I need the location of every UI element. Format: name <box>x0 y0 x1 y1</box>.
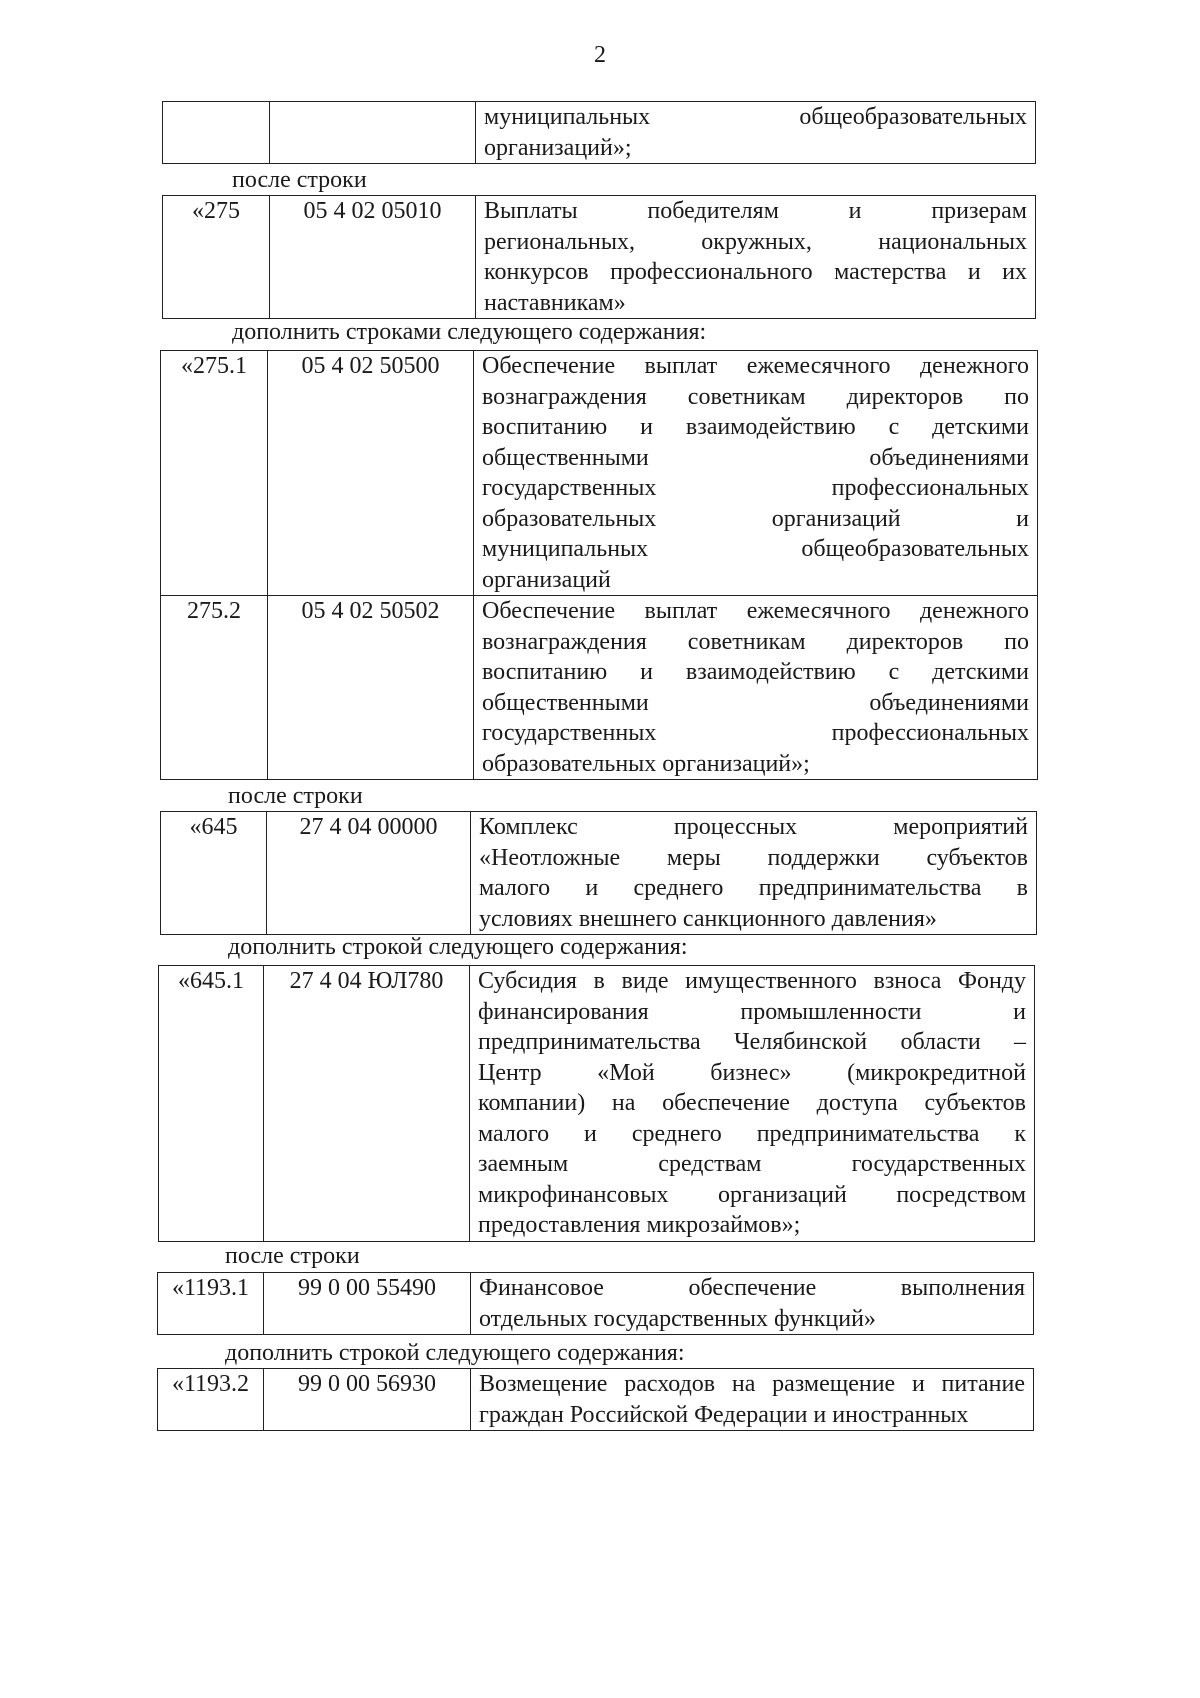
budget-code-table <box>162 195 1036 319</box>
table-row <box>163 102 1036 164</box>
description-line: Возмещение расходов на размещение и питание <box>479 1371 1025 1397</box>
description-line: Субсидия в виде имущественного взноса Фонду <box>478 968 1026 994</box>
description-line: компании) на обеспечение доступа субъектов <box>478 1090 1026 1116</box>
row-number-cell: «275 <box>163 196 270 319</box>
description-line: организаций»; <box>484 134 632 161</box>
description-line: предпринимательства Челябинской области – <box>478 1029 1026 1055</box>
description-cell <box>476 102 1036 164</box>
budget-code-table <box>157 1272 1034 1335</box>
table-row <box>161 351 1038 596</box>
description-line: государственных профессиональных <box>482 720 1029 746</box>
budget-code-table <box>157 1368 1034 1431</box>
table-row <box>161 812 1037 935</box>
description-line: граждан Российской Федерации и иностранных <box>479 1401 969 1428</box>
description-line: «Неотложные меры поддержки субъектов <box>479 844 1028 871</box>
description-line: воспитанию и взаимодействию с детскими <box>482 659 1029 685</box>
instruction-text: после строки <box>228 783 363 809</box>
instruction-text: дополнить строкой следующего содержания: <box>225 1340 685 1366</box>
description-line: заемным средствам государственных <box>478 1151 1026 1177</box>
budget-code-cell: 05 4 02 50500 <box>268 351 474 596</box>
budget-code-table <box>162 101 1036 164</box>
description-cell <box>471 1369 1034 1431</box>
row-number-cell: «275.1 <box>161 351 268 596</box>
description-line: Обеспечение выплат ежемесячного денежного <box>482 353 1029 379</box>
instruction-text: после строки <box>225 1243 360 1269</box>
description-cell <box>470 966 1035 1242</box>
description-line: муниципальных общеобразовательных <box>482 536 1029 562</box>
description-cell <box>471 1273 1034 1335</box>
table-row <box>158 1369 1034 1431</box>
description-line: Комплекс процессных мероприятий <box>479 814 1028 840</box>
description-cell <box>471 812 1037 935</box>
page-number: 2 <box>594 42 606 68</box>
description-cell <box>476 196 1036 319</box>
row-number-cell: 275.2 <box>161 596 268 780</box>
description-line: отдельных государственных функций» <box>479 1305 876 1332</box>
row-number-cell: «645.1 <box>159 966 264 1242</box>
row-number-cell: «645 <box>161 812 267 935</box>
instruction-text: после строки <box>232 167 367 193</box>
budget-code-table <box>160 811 1037 935</box>
description-line: вознаграждения советникам директоров по <box>482 383 1029 410</box>
budget-code-cell: 05 4 02 50502 <box>268 596 474 780</box>
description-line: предоставления микрозаймов»; <box>478 1212 801 1238</box>
description-line: государственных профессиональных <box>482 475 1029 501</box>
description-line: малого и среднего предпринимательства к <box>478 1120 1026 1147</box>
row-number-cell: «1193.1 <box>158 1273 264 1335</box>
row-number-cell <box>163 102 270 164</box>
table-row <box>163 196 1036 319</box>
description-line: конкурсов профессионального мастерства и их <box>484 259 1027 285</box>
description-line: финансирования промышленности и <box>478 998 1026 1025</box>
table-row <box>159 966 1035 1242</box>
description-line: общественными объединениями <box>482 444 1029 471</box>
budget-code-cell: 05 4 02 05010 <box>270 196 476 319</box>
description-line: Финансовое обеспечение выполнения <box>479 1275 1025 1301</box>
instruction-text: дополнить строками следующего содержания: <box>232 319 707 345</box>
description-line: Обеспечение выплат ежемесячного денежного <box>482 598 1029 624</box>
description-line: воспитанию и взаимодействию с детскими <box>482 414 1029 440</box>
budget-code-table <box>160 350 1038 780</box>
description-line: региональных, окружных, национальных <box>484 228 1027 255</box>
row-number-cell: «1193.2 <box>158 1369 264 1431</box>
budget-code-cell: 27 4 04 00000 <box>267 812 471 935</box>
description-line: образовательных организаций»; <box>482 750 810 777</box>
budget-code-cell: 99 0 00 56930 <box>264 1369 471 1431</box>
description-line: вознаграждения советникам директоров по <box>482 628 1029 655</box>
budget-code-cell: 27 4 04 ЮЛ780 <box>264 966 470 1242</box>
description-line: наставникам» <box>484 289 626 316</box>
description-line: муниципальных общеобразовательных <box>484 104 1027 130</box>
description-line: образовательных организаций и <box>482 505 1029 532</box>
budget-code-cell <box>270 102 476 164</box>
description-line: условиях внешнего санкционного давления» <box>479 905 937 932</box>
description-line: микрофинансовых организаций посредством <box>478 1181 1026 1208</box>
description-line: организаций <box>482 566 611 593</box>
description-line: Выплаты победителям и призерам <box>484 198 1027 224</box>
table-row <box>161 596 1038 780</box>
description-cell <box>474 596 1038 780</box>
table-row <box>158 1273 1034 1335</box>
instruction-text: дополнить строкой следующего содержания: <box>228 934 688 960</box>
description-line: малого и среднего предпринимательства в <box>479 875 1028 901</box>
budget-code-cell: 99 0 00 55490 <box>264 1273 471 1335</box>
description-line: общественными объединениями <box>482 689 1029 716</box>
description-line: Центр «Мой бизнес» (микрокредитной <box>478 1059 1026 1086</box>
budget-code-table <box>158 965 1035 1242</box>
description-cell <box>474 351 1038 596</box>
